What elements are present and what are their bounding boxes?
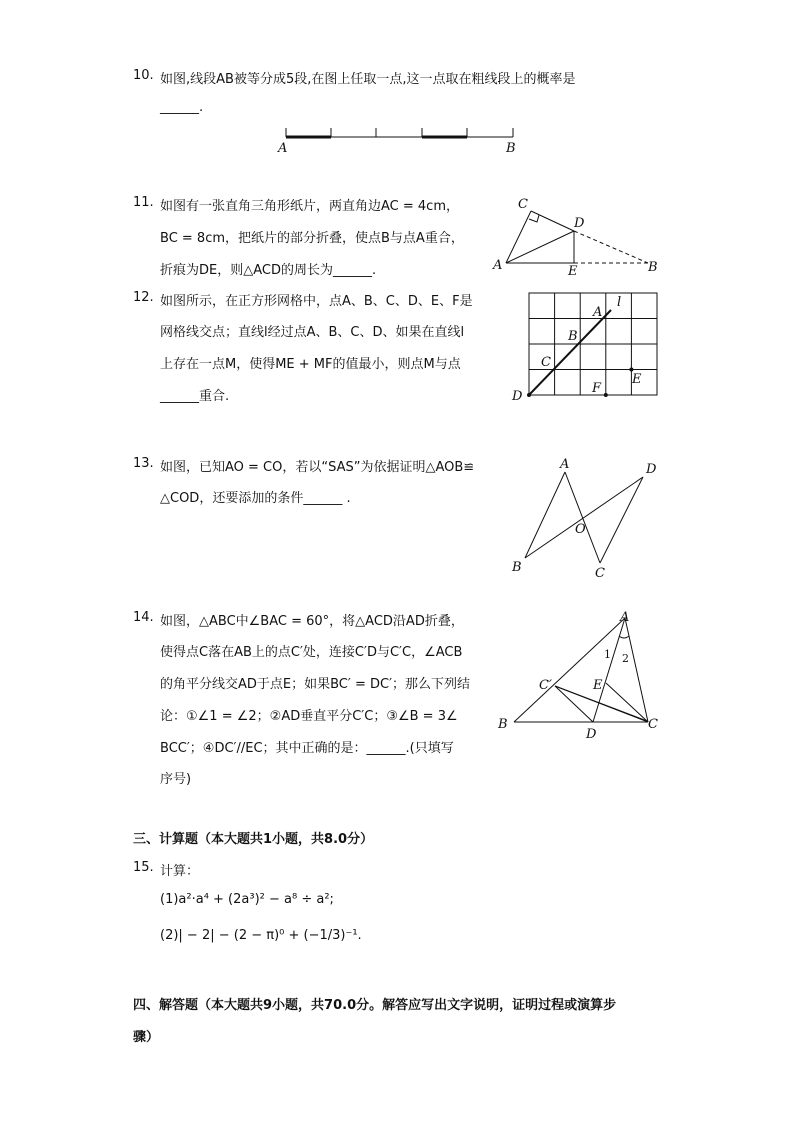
- q12-number: 12.: [133, 290, 154, 305]
- q10-text-line1: 如图,线段AB被等分成5段,在图上任取一点,这一点取在粗线段上的概率是: [160, 72, 576, 87]
- q12-text-line4: ______重合.: [160, 389, 230, 404]
- q14-text-line4: 论：①∠1 = ∠2；②AD垂直平分C′C；③∠B = 3∠: [160, 709, 458, 724]
- q15-part2: (2)| − 2| − (2 − π)⁰ + (−1/3)⁻¹.: [160, 928, 362, 943]
- q12-text-line1: 如图所示，在正方形网格中，点A、B、C、D、E、F是: [160, 294, 473, 309]
- q13-text-line1: 如图，已知AO = CO，若以“SAS”为依据证明△AOB≌: [160, 460, 475, 475]
- q10-figure: [270, 120, 530, 158]
- q14-number: 14.: [133, 610, 154, 625]
- q10-label-a: A: [278, 141, 288, 156]
- q14-label-d: D: [586, 727, 597, 742]
- q14-label-e: E: [593, 678, 603, 693]
- q12-label-e: E: [632, 372, 642, 387]
- q11-text-line3: 折痕为DE，则△ACD的周长为______.: [160, 263, 377, 278]
- q13-label-a: A: [560, 457, 570, 472]
- q14-label-c: C: [648, 717, 658, 732]
- q14-figure: [492, 610, 672, 745]
- q11-label-b: B: [648, 260, 658, 275]
- q11-figure: [488, 193, 668, 278]
- section-4-line2: 骤）: [133, 1030, 160, 1045]
- q12-label-f: F: [592, 381, 602, 396]
- q13-label-c: C: [595, 566, 605, 581]
- q14-label-a: A: [620, 610, 630, 625]
- q14-label-b: B: [498, 717, 508, 732]
- section-3-title: 三、计算题（本大题共1小题，共8.0分）: [133, 832, 374, 847]
- q15-number: 15.: [133, 860, 154, 875]
- q15-intro: 计算：: [160, 864, 200, 879]
- q12-label-d: D: [512, 389, 523, 403]
- section-4-line1: 四、解答题（本大题共9小题，共70.0分。解答应写出文字说明，证明过程或演算步: [133, 998, 617, 1013]
- q14-text-line1: 如图，△ABC中∠BAC = 60°，将△ACD沿AD折叠，: [160, 614, 464, 629]
- q14-label-1: 1: [604, 648, 611, 661]
- q14-label-2: 2: [622, 652, 629, 665]
- q14-label-cprime: C′: [539, 678, 552, 693]
- q14-text-line6: 序号): [160, 772, 192, 787]
- q14-text-line3: 的角平分线交AD于点E；如果BC′ = DC′；那么下列结: [160, 677, 471, 692]
- q11-label-e: E: [568, 264, 578, 278]
- q12-text-line3: 上存在一点M，使得ME + MF的值最小，则点M与点: [160, 357, 461, 372]
- q10-label-b: B: [506, 141, 516, 156]
- q13-label-o: O: [575, 522, 586, 537]
- q11-label-c: C: [518, 197, 528, 212]
- q15-part1: (1)a²·a⁴ + (2a³)² − a⁸ ÷ a²;: [160, 892, 334, 907]
- q12-figure: [505, 288, 670, 403]
- q11-text-line2: BC = 8cm，把纸片的部分折叠，使点B与点A重合，: [160, 231, 464, 246]
- q13-figure: [505, 455, 665, 583]
- q14-text-line5: BCC′；④DC′//EC；其中正确的是：______.(只填写: [160, 741, 454, 756]
- q11-label-a: A: [493, 258, 503, 273]
- q10-text-line2: ______.: [160, 100, 204, 115]
- q11-label-d: D: [574, 216, 585, 231]
- q11-text-line1: 如图有一张直角三角形纸片，两直角边AC = 4cm，: [160, 199, 459, 214]
- q12-label-a: A: [593, 305, 603, 320]
- q12-label-b: B: [568, 329, 578, 344]
- q12-text-line2: 网格线交点；直线l经过点A、B、C、D、如果在直线l: [160, 325, 465, 340]
- q13-text-line2: △COD，还要添加的条件______ .: [160, 491, 351, 506]
- q10-number: 10.: [133, 68, 154, 83]
- q12-label-l: l: [617, 295, 622, 310]
- q13-label-b: B: [512, 560, 522, 575]
- q12-label-c: C: [541, 355, 551, 370]
- q13-label-d: D: [646, 462, 657, 477]
- q11-number: 11.: [133, 195, 154, 210]
- q13-number: 13.: [133, 456, 154, 471]
- q14-text-line2: 使得点C落在AB上的点C′处，连接C′D与C′C，∠ACB: [160, 645, 463, 660]
